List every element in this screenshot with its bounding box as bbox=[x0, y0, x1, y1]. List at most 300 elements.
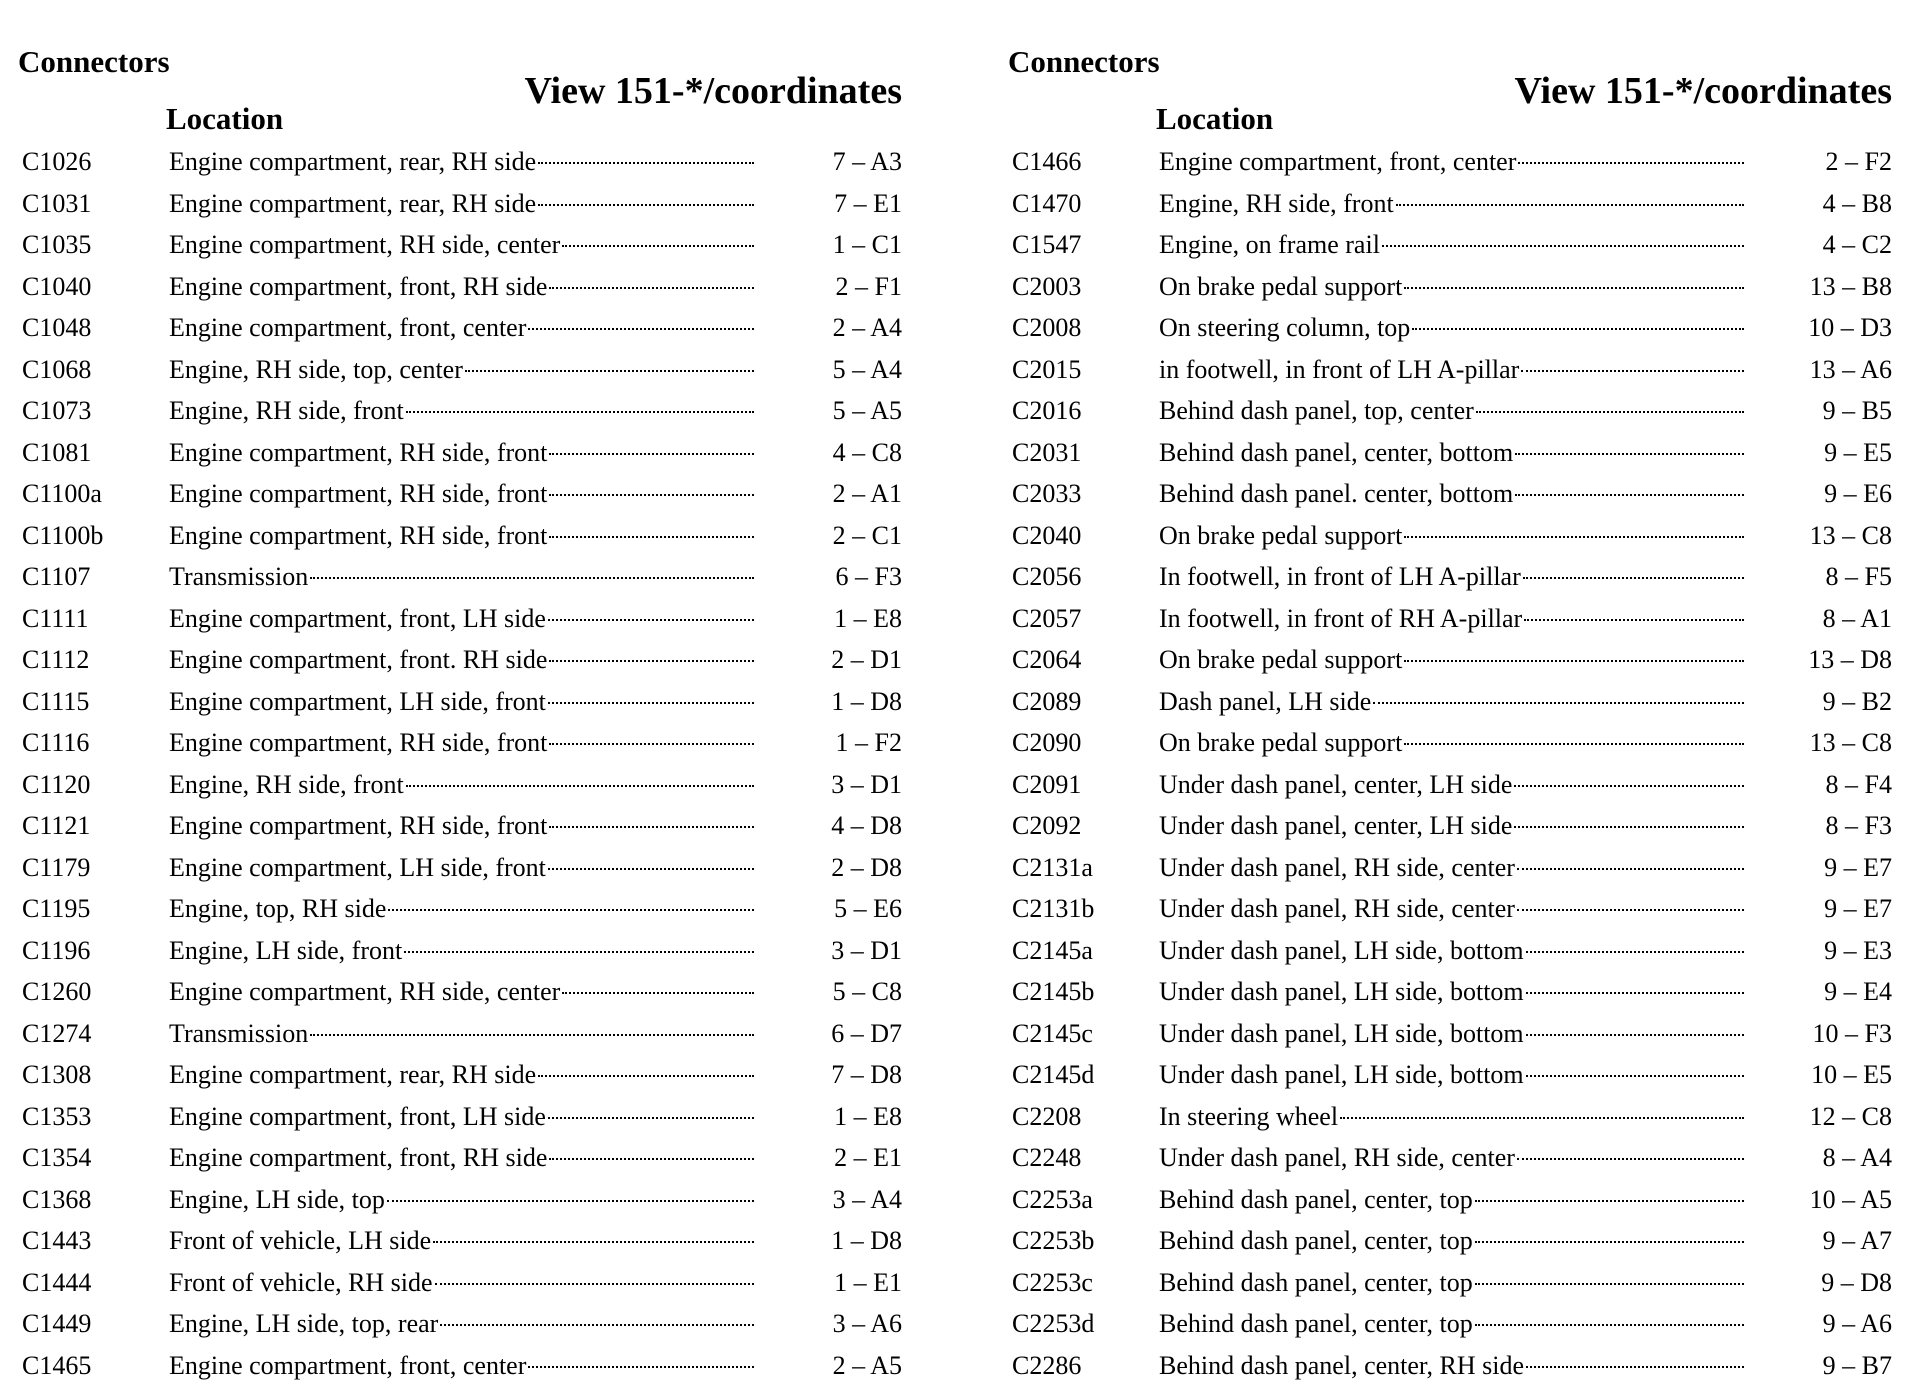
table-row bbox=[990, 722, 1918, 764]
location-text: Behind dash panel. center, bottom bbox=[1159, 479, 1514, 508]
connector-id: C1179 bbox=[22, 852, 91, 882]
table-row bbox=[0, 722, 940, 764]
connector-id: C1111 bbox=[22, 603, 89, 633]
location-cell bbox=[1159, 681, 1744, 723]
connector-id: C1470 bbox=[1012, 188, 1082, 218]
location-text: Engine compartment, front. RH side bbox=[169, 645, 548, 674]
view-coordinate: 1 – E8 bbox=[834, 603, 902, 633]
table-row bbox=[990, 1179, 1918, 1221]
location-text: Engine compartment, RH side, center bbox=[169, 977, 561, 1006]
location-text: Engine compartment, RH side, front bbox=[169, 728, 548, 757]
location-heading: Location bbox=[1156, 101, 1274, 136]
location-cell bbox=[169, 515, 754, 557]
dot-leader bbox=[562, 992, 754, 994]
location-cell bbox=[169, 183, 754, 225]
dot-leader bbox=[1523, 577, 1744, 579]
table-row bbox=[990, 930, 1918, 972]
dot-leader bbox=[1340, 1117, 1744, 1119]
view-coordinate: 9 – D8 bbox=[1821, 1267, 1892, 1297]
location-cell bbox=[169, 266, 754, 308]
dot-leader bbox=[548, 619, 754, 621]
view-coordinate: 13 – D8 bbox=[1808, 645, 1892, 674]
table-row bbox=[990, 598, 1918, 640]
location-cell bbox=[169, 764, 754, 806]
location-text: Engine, RH side, top, center bbox=[169, 354, 463, 384]
connector-id: C2145c bbox=[1012, 1018, 1093, 1048]
location-cell bbox=[1159, 1137, 1744, 1179]
connector-id: C2040 bbox=[1012, 520, 1082, 550]
connector-id: C2286 bbox=[1012, 1350, 1082, 1380]
table-row bbox=[990, 224, 1918, 266]
view-coordinate: 9 – A7 bbox=[1822, 1226, 1892, 1255]
dot-leader bbox=[1404, 536, 1744, 538]
table-row bbox=[990, 847, 1918, 889]
dot-leader bbox=[1475, 1241, 1744, 1243]
view-coordinate: 2 – D1 bbox=[831, 645, 902, 674]
dot-leader bbox=[549, 287, 754, 289]
location-text: Under dash panel, RH side, center bbox=[1159, 894, 1515, 923]
view-coordinate: 1 – D8 bbox=[831, 686, 902, 716]
location-text: Behind dash panel, center, RH side bbox=[1159, 1350, 1525, 1380]
view-coordinate: 3 – A6 bbox=[832, 1309, 902, 1338]
table-row bbox=[990, 971, 1918, 1013]
location-text: Under dash panel, RH side, center bbox=[1159, 852, 1515, 882]
location-cell bbox=[1159, 307, 1744, 349]
dot-leader bbox=[549, 494, 754, 496]
table-row bbox=[990, 183, 1918, 225]
location-text: On brake pedal support bbox=[1159, 520, 1403, 550]
location-text: In footwell, in front of LH A-pillar bbox=[1159, 562, 1521, 591]
connector-id: C1121 bbox=[22, 811, 91, 840]
connector-id: C1195 bbox=[22, 894, 91, 923]
connector-id: C1112 bbox=[22, 645, 90, 674]
view-coordinate: 2 – A5 bbox=[832, 1350, 902, 1380]
location-cell bbox=[169, 1303, 754, 1345]
dot-leader bbox=[310, 1034, 754, 1036]
location-cell bbox=[169, 307, 754, 349]
connectors-heading: Connectors bbox=[18, 44, 170, 79]
location-cell bbox=[169, 141, 754, 183]
location-cell bbox=[169, 930, 754, 972]
location-text: On brake pedal support bbox=[1159, 271, 1403, 301]
connector-id: C1443 bbox=[22, 1226, 92, 1255]
connector-id: C1100b bbox=[22, 520, 104, 550]
table-row bbox=[0, 847, 940, 889]
location-text: Under dash panel, center, LH side bbox=[1159, 811, 1513, 840]
table-row bbox=[990, 556, 1918, 598]
dot-leader bbox=[538, 204, 754, 206]
location-cell bbox=[1159, 1303, 1744, 1345]
view-coordinate: 10 – F3 bbox=[1812, 1018, 1892, 1048]
location-text: Engine compartment, front, LH side bbox=[169, 1101, 546, 1131]
location-text: Engine compartment, front, center bbox=[169, 313, 527, 342]
location-cell bbox=[169, 681, 754, 723]
location-cell bbox=[169, 1137, 754, 1179]
location-cell bbox=[169, 847, 754, 889]
table-row bbox=[0, 1220, 940, 1262]
location-text: Transmission bbox=[169, 562, 309, 591]
location-text: In footwell, in front of RH A-pillar bbox=[1159, 603, 1523, 633]
dot-leader bbox=[1518, 162, 1744, 164]
view-coordinate: 3 – A4 bbox=[832, 1184, 902, 1214]
connector-id: C1354 bbox=[22, 1143, 92, 1172]
connector-id: C2091 bbox=[1012, 769, 1082, 799]
location-text: Engine compartment, RH side, front bbox=[169, 520, 548, 550]
location-text: Under dash panel, center, LH side bbox=[1159, 769, 1513, 799]
location-cell bbox=[169, 556, 754, 598]
table-row bbox=[0, 1096, 940, 1138]
location-cell bbox=[1159, 183, 1744, 225]
location-text: Engine compartment, LH side, front bbox=[169, 852, 546, 882]
location-text: Under dash panel, RH side, center bbox=[1159, 1143, 1515, 1172]
location-text: Engine compartment, RH side, front bbox=[169, 437, 548, 467]
location-text: Engine compartment, front, RH side bbox=[169, 1143, 548, 1172]
table-row bbox=[0, 930, 940, 972]
connector-id: C2016 bbox=[1012, 396, 1082, 425]
view-coordinate: 2 – A1 bbox=[832, 479, 902, 508]
location-cell bbox=[169, 971, 754, 1013]
view-coordinate: 2 – D8 bbox=[831, 852, 902, 882]
table-row bbox=[990, 1345, 1918, 1387]
connector-id: C2090 bbox=[1012, 728, 1082, 757]
connector-id: C2092 bbox=[1012, 811, 1082, 840]
view-coordinate: 2 – C1 bbox=[832, 520, 902, 550]
location-cell bbox=[1159, 722, 1744, 764]
dot-leader bbox=[538, 1075, 754, 1077]
table-row bbox=[990, 805, 1918, 847]
location-cell bbox=[169, 1262, 754, 1304]
connector-id: C1547 bbox=[1012, 230, 1082, 259]
dot-leader bbox=[406, 785, 754, 787]
connector-id: C1353 bbox=[22, 1101, 92, 1131]
table-row bbox=[0, 681, 940, 723]
location-cell bbox=[1159, 390, 1744, 432]
table-row bbox=[0, 888, 940, 930]
connectors-heading: Connectors bbox=[1008, 44, 1160, 79]
view-coordinate: 5 – A5 bbox=[832, 396, 902, 425]
view-coordinate: 2 – A4 bbox=[832, 313, 902, 342]
location-cell bbox=[1159, 1345, 1744, 1387]
location-cell bbox=[1159, 639, 1744, 681]
table-row bbox=[990, 432, 1918, 474]
connector-id: C2015 bbox=[1012, 354, 1082, 384]
dot-leader bbox=[549, 453, 754, 455]
view-coordinate: 10 – A5 bbox=[1809, 1184, 1892, 1214]
table-row bbox=[0, 805, 940, 847]
dot-leader bbox=[1526, 1075, 1744, 1077]
view-coordinate: 2 – F1 bbox=[835, 271, 902, 301]
table-row bbox=[990, 764, 1918, 806]
location-cell bbox=[1159, 1179, 1744, 1221]
view-coordinate: 8 – F3 bbox=[1825, 811, 1892, 840]
table-row bbox=[0, 473, 940, 515]
view-coordinate: 5 – A4 bbox=[832, 354, 902, 384]
table-row bbox=[0, 349, 940, 391]
location-text: Under dash panel, LH side, bottom bbox=[1159, 1060, 1524, 1089]
connector-id: C2003 bbox=[1012, 271, 1082, 301]
location-text: Engine, RH side, front bbox=[169, 396, 404, 425]
view-coordinate: 9 – B2 bbox=[1822, 686, 1892, 716]
location-cell bbox=[1159, 805, 1744, 847]
table-row bbox=[0, 307, 940, 349]
connector-id: C2131a bbox=[1012, 852, 1093, 882]
table-row bbox=[990, 1303, 1918, 1345]
table-row bbox=[990, 307, 1918, 349]
location-text: Engine, on frame rail bbox=[1159, 230, 1380, 259]
location-cell bbox=[1159, 930, 1744, 972]
view-coordinate: 9 – B5 bbox=[1822, 396, 1892, 425]
location-cell bbox=[1159, 598, 1744, 640]
view-coordinate: 9 – A6 bbox=[1822, 1309, 1892, 1338]
view-coordinate: 7 – D8 bbox=[831, 1060, 902, 1089]
dot-leader bbox=[1404, 660, 1744, 662]
location-text: Engine compartment, RH side, front bbox=[169, 479, 548, 508]
connector-id: C2253d bbox=[1012, 1309, 1095, 1338]
connector-list bbox=[0, 141, 940, 1386]
view-coordinate: 4 – C2 bbox=[1822, 230, 1892, 259]
location-cell bbox=[1159, 473, 1744, 515]
location-text: Engine, LH side, front bbox=[169, 935, 403, 965]
connector-id: C1120 bbox=[22, 769, 91, 799]
location-cell bbox=[1159, 556, 1744, 598]
dot-leader bbox=[538, 162, 754, 164]
location-text: Engine compartment, front, LH side bbox=[169, 603, 546, 633]
view-coordinate: 9 – B7 bbox=[1822, 1350, 1892, 1380]
table-row bbox=[0, 390, 940, 432]
view-coordinate: 2 – E1 bbox=[834, 1143, 902, 1172]
dot-leader bbox=[1373, 702, 1744, 704]
location-cell bbox=[169, 1179, 754, 1221]
location-cell bbox=[1159, 764, 1744, 806]
view-coordinate: 13 – B8 bbox=[1809, 271, 1892, 301]
connector-id: C1260 bbox=[22, 977, 92, 1006]
view-coordinate: 1 – E1 bbox=[834, 1267, 902, 1297]
connector-id: C2031 bbox=[1012, 437, 1082, 467]
dot-leader bbox=[548, 1117, 754, 1119]
connector-id: C2089 bbox=[1012, 686, 1082, 716]
location-cell bbox=[169, 473, 754, 515]
connector-id: C1068 bbox=[22, 354, 92, 384]
view-coordinate: 8 – A4 bbox=[1822, 1143, 1892, 1172]
table-row bbox=[0, 971, 940, 1013]
location-cell bbox=[169, 1054, 754, 1096]
view-coordinates-heading: View 151-*/coordinates bbox=[1514, 70, 1892, 112]
location-text: Engine compartment, RH side, center bbox=[169, 230, 561, 259]
dot-leader bbox=[440, 1324, 754, 1326]
dot-leader bbox=[562, 245, 754, 247]
location-cell bbox=[169, 349, 754, 391]
view-coordinate: 7 – E1 bbox=[834, 188, 902, 218]
view-coordinates-heading: View 151-*/coordinates bbox=[524, 70, 902, 112]
table-row bbox=[0, 141, 940, 183]
connector-id: C1116 bbox=[22, 728, 90, 757]
connector-id: C1196 bbox=[22, 935, 91, 965]
table-row bbox=[0, 1179, 940, 1221]
table-row bbox=[990, 266, 1918, 308]
table-row bbox=[0, 639, 940, 681]
dot-leader bbox=[549, 743, 754, 745]
location-text: Behind dash panel, center, top bbox=[1159, 1267, 1473, 1297]
location-text: Behind dash panel, center, top bbox=[1159, 1226, 1473, 1255]
view-coordinate: 8 – A1 bbox=[1822, 603, 1892, 633]
location-cell bbox=[169, 639, 754, 681]
table-row bbox=[0, 1013, 940, 1055]
connector-id: C2253c bbox=[1012, 1267, 1093, 1297]
table-row bbox=[990, 1262, 1918, 1304]
location-text: Front of vehicle, RH side bbox=[169, 1267, 433, 1297]
connector-id: C1465 bbox=[22, 1350, 92, 1380]
table-row bbox=[0, 1054, 940, 1096]
connector-id: C1466 bbox=[1012, 147, 1082, 176]
dot-leader bbox=[1517, 909, 1744, 911]
location-text: Engine, LH side, top bbox=[169, 1184, 385, 1214]
location-text: Engine compartment, front, center bbox=[169, 1350, 527, 1380]
location-cell bbox=[169, 224, 754, 266]
location-text: On brake pedal support bbox=[1159, 728, 1403, 757]
location-text: Engine, RH side, front bbox=[1159, 188, 1394, 218]
location-text: in footwell, in front of LH A-pillar bbox=[1159, 354, 1520, 384]
table-row bbox=[0, 224, 940, 266]
dot-leader bbox=[528, 328, 754, 330]
table-row bbox=[990, 349, 1918, 391]
location-text: Engine compartment, rear, RH side bbox=[169, 188, 537, 218]
connector-id: C1040 bbox=[22, 271, 92, 301]
location-cell bbox=[1159, 1096, 1744, 1138]
connector-id: C1308 bbox=[22, 1060, 92, 1089]
dot-leader bbox=[1526, 1366, 1744, 1368]
table-row bbox=[0, 556, 940, 598]
table-row bbox=[990, 681, 1918, 723]
table-row bbox=[0, 1262, 940, 1304]
right-column bbox=[990, 0, 1918, 1392]
connector-id: C1081 bbox=[22, 437, 92, 467]
view-coordinate: 13 – A6 bbox=[1809, 354, 1892, 384]
view-coordinate: 8 – F5 bbox=[1825, 562, 1892, 591]
location-cell bbox=[169, 1345, 754, 1387]
dot-leader bbox=[1476, 411, 1744, 413]
table-row bbox=[990, 1137, 1918, 1179]
connector-id: C2056 bbox=[1012, 562, 1082, 591]
view-coordinate: 2 – F2 bbox=[1825, 147, 1892, 176]
connector-id: C2208 bbox=[1012, 1101, 1082, 1131]
dot-leader bbox=[1412, 328, 1744, 330]
location-text: Dash panel, LH side bbox=[1159, 686, 1372, 716]
table-row bbox=[0, 515, 940, 557]
dot-leader bbox=[548, 868, 754, 870]
view-coordinate: 7 – A3 bbox=[832, 147, 902, 176]
table-row bbox=[990, 515, 1918, 557]
view-coordinate: 8 – F4 bbox=[1825, 769, 1892, 799]
dot-leader bbox=[465, 370, 754, 372]
location-cell bbox=[1159, 1262, 1744, 1304]
location-text: Under dash panel, LH side, bottom bbox=[1159, 1018, 1524, 1048]
view-coordinate: 9 – E3 bbox=[1824, 935, 1892, 965]
dot-leader bbox=[1404, 287, 1744, 289]
location-text: Front of vehicle, LH side bbox=[169, 1226, 432, 1255]
location-text: Engine, RH side, front bbox=[169, 769, 404, 799]
location-text: In steering wheel bbox=[1159, 1101, 1339, 1131]
dot-leader bbox=[310, 577, 754, 579]
location-cell bbox=[1159, 432, 1744, 474]
dot-leader bbox=[1396, 204, 1744, 206]
dot-leader bbox=[549, 826, 754, 828]
location-text: Engine, top, RH side bbox=[169, 894, 387, 923]
connector-id: C2253a bbox=[1012, 1184, 1093, 1214]
connector-id: C1073 bbox=[22, 396, 92, 425]
table-row bbox=[990, 639, 1918, 681]
table-row bbox=[990, 1220, 1918, 1262]
dot-leader bbox=[404, 951, 754, 953]
table-row bbox=[0, 1345, 940, 1387]
view-coordinate: 9 – E7 bbox=[1824, 894, 1892, 923]
view-coordinate: 13 – C8 bbox=[1809, 728, 1892, 757]
location-cell bbox=[169, 1220, 754, 1262]
dot-leader bbox=[1475, 1200, 1744, 1202]
connector-id: C2253b bbox=[1012, 1226, 1095, 1255]
dot-leader bbox=[1517, 1158, 1744, 1160]
location-cell bbox=[169, 432, 754, 474]
view-coordinate: 1 – E8 bbox=[834, 1101, 902, 1131]
location-cell bbox=[1159, 971, 1744, 1013]
location-text: On brake pedal support bbox=[1159, 645, 1403, 674]
view-coordinate: 5 – E6 bbox=[834, 894, 902, 923]
location-cell bbox=[1159, 515, 1744, 557]
location-cell bbox=[169, 888, 754, 930]
connector-id: C1026 bbox=[22, 147, 92, 176]
table-row bbox=[0, 432, 940, 474]
dot-leader bbox=[1524, 619, 1744, 621]
connector-id: C1449 bbox=[22, 1309, 92, 1338]
dot-leader bbox=[548, 702, 754, 704]
view-coordinate: 1 – C1 bbox=[832, 230, 902, 259]
location-text: Under dash panel, LH side, bottom bbox=[1159, 935, 1524, 965]
dot-leader bbox=[528, 1366, 754, 1368]
connector-id: C1100a bbox=[22, 479, 102, 508]
connector-id: C1031 bbox=[22, 188, 92, 218]
location-cell bbox=[169, 1013, 754, 1055]
connector-id: C1048 bbox=[22, 313, 92, 342]
dot-leader bbox=[387, 1200, 754, 1202]
connector-id: C1368 bbox=[22, 1184, 92, 1214]
location-text: Behind dash panel, top, center bbox=[1159, 396, 1474, 425]
connector-id: C2033 bbox=[1012, 479, 1082, 508]
dot-leader bbox=[1514, 826, 1744, 828]
view-coordinate: 6 – F3 bbox=[835, 562, 902, 591]
dot-leader bbox=[1382, 245, 1744, 247]
dot-leader bbox=[1514, 785, 1744, 787]
view-coordinate: 10 – E5 bbox=[1811, 1060, 1892, 1089]
location-text: Engine, LH side, top, rear bbox=[169, 1309, 439, 1338]
location-text: Behind dash panel, center, bottom bbox=[1159, 437, 1514, 467]
view-coordinate: 4 – D8 bbox=[831, 811, 902, 840]
table-row bbox=[0, 598, 940, 640]
table-row bbox=[0, 1303, 940, 1345]
dot-leader bbox=[1526, 992, 1744, 994]
location-text: Engine compartment, rear, RH side bbox=[169, 147, 537, 176]
connector-id: C2145a bbox=[1012, 935, 1093, 965]
connector-id: C1107 bbox=[22, 562, 91, 591]
location-text: Under dash panel, LH side, bottom bbox=[1159, 977, 1524, 1006]
view-coordinate: 9 – E6 bbox=[1824, 479, 1892, 508]
view-coordinate: 3 – D1 bbox=[831, 935, 902, 965]
location-cell bbox=[169, 390, 754, 432]
dot-leader bbox=[433, 1241, 754, 1243]
location-text: Transmission bbox=[169, 1018, 309, 1048]
location-heading: Location bbox=[166, 101, 284, 136]
location-text: Engine compartment, front, RH side bbox=[169, 271, 548, 301]
table-row bbox=[0, 764, 940, 806]
view-coordinate: 1 – D8 bbox=[831, 1226, 902, 1255]
